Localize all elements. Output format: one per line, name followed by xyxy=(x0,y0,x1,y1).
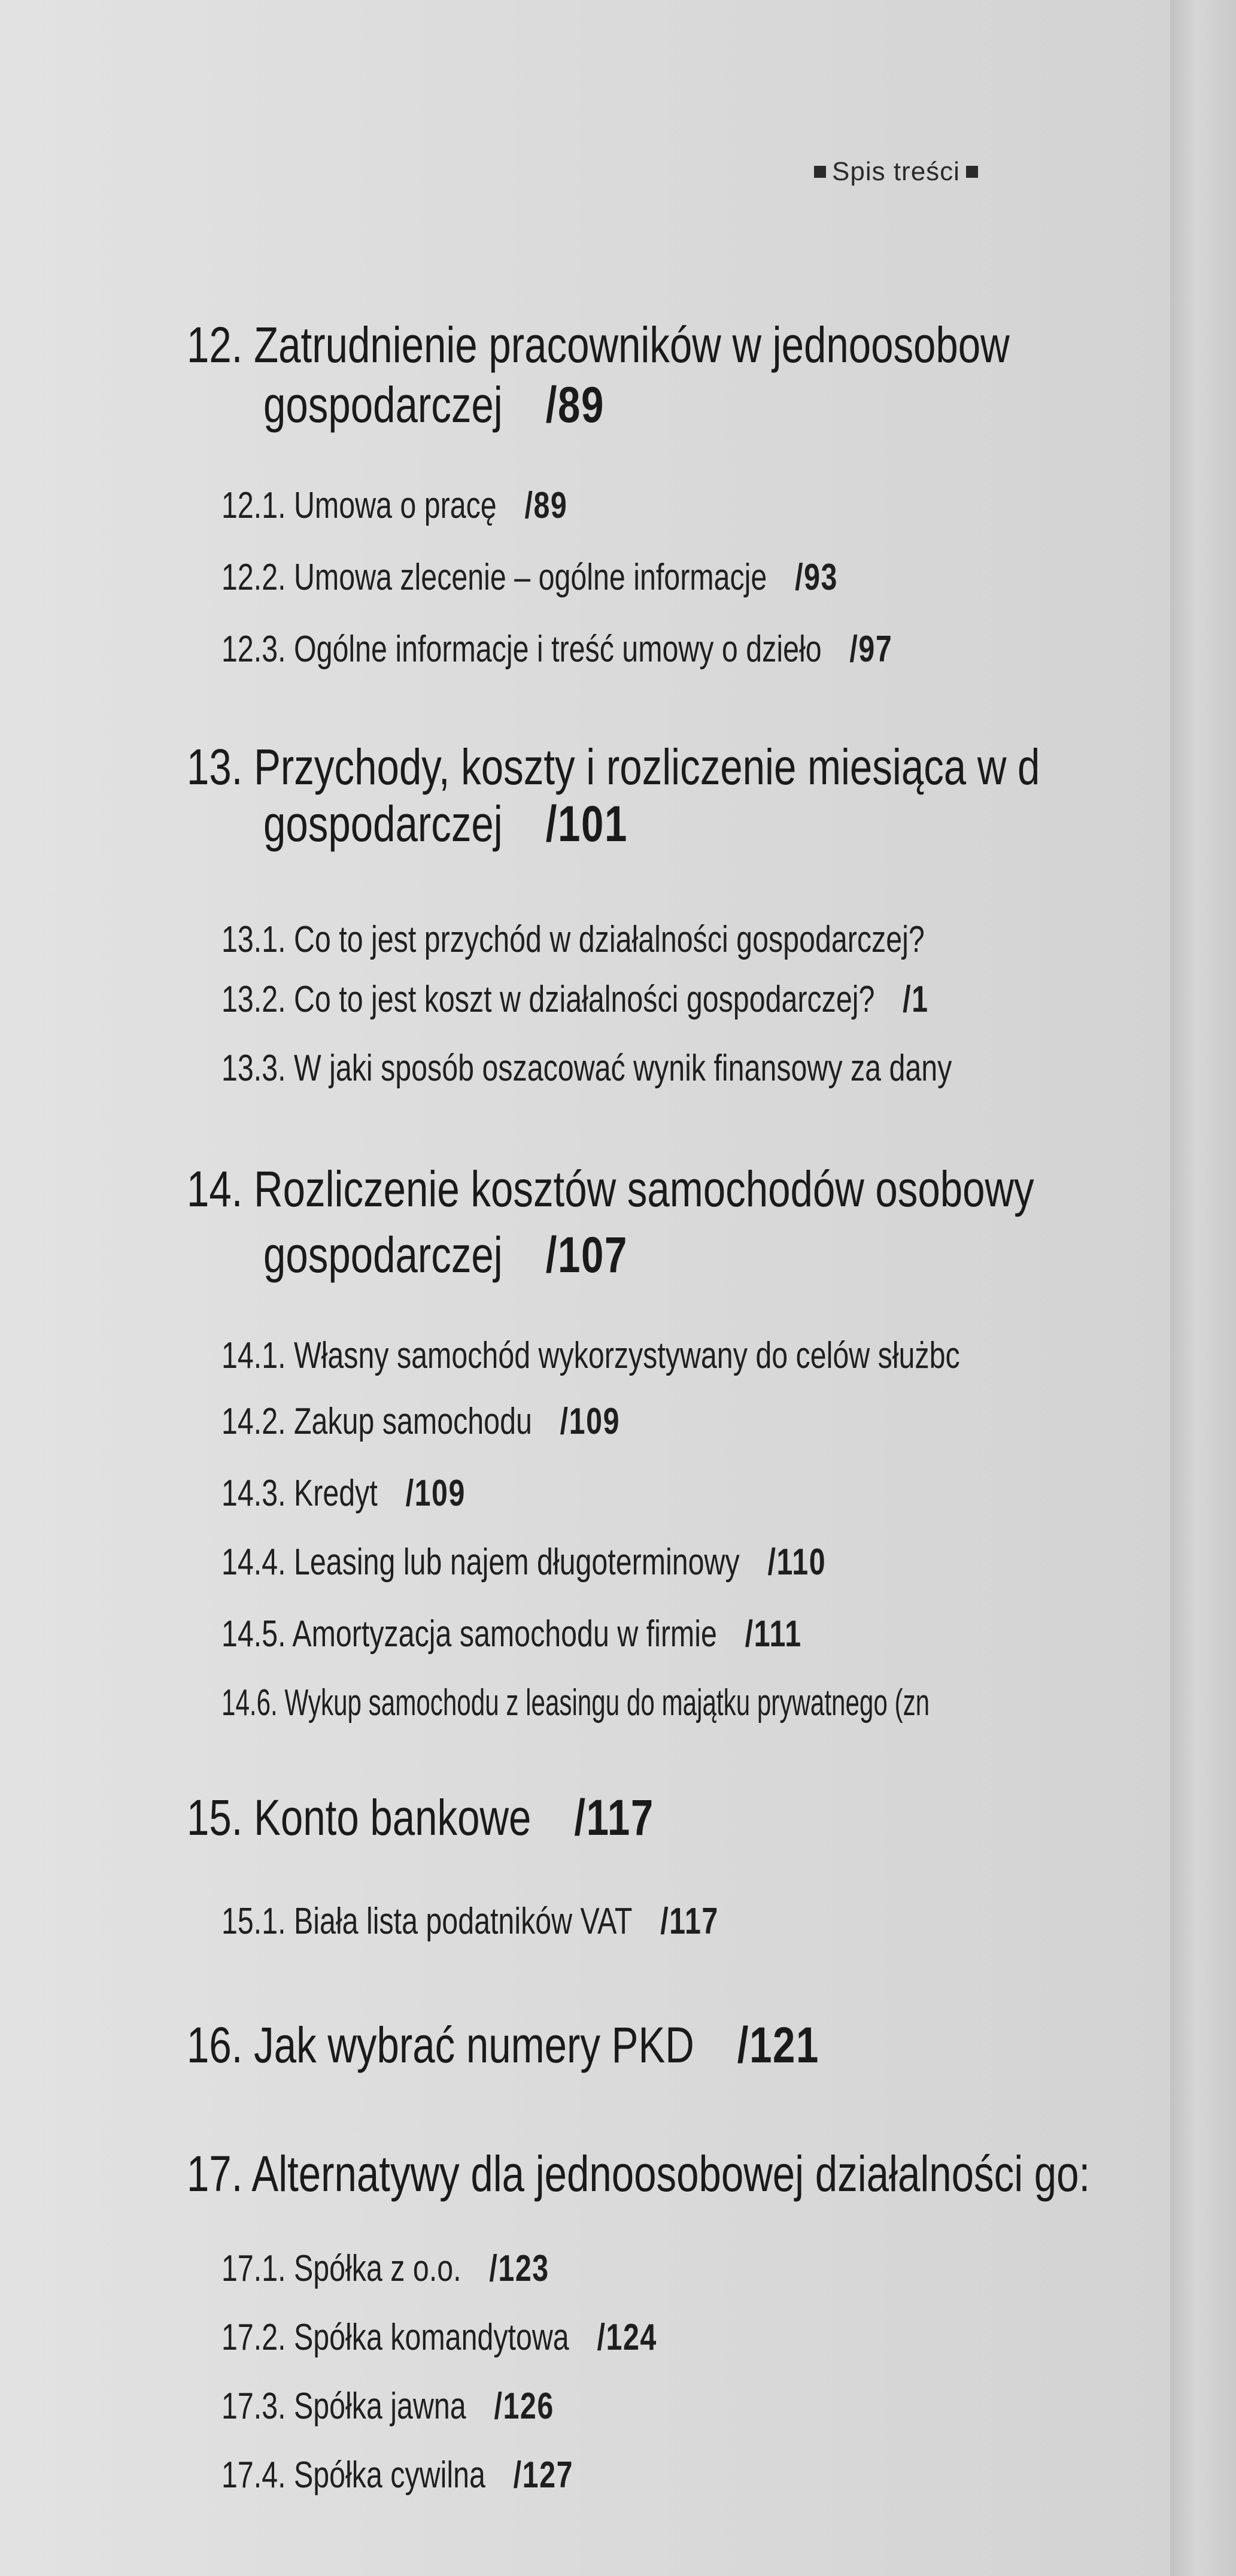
toc-entry: 15.1. Biała lista podatników VAT /117 xyxy=(221,1901,719,1942)
toc-entry: 14.1. Własny samochód wykorzystywany do celów służbc xyxy=(221,1335,960,1376)
page-number: /101 xyxy=(545,796,628,852)
toc-entry: 13.2. Co to jest koszt w działalności gospodarczej? /1 xyxy=(221,979,929,1020)
toc-chapter-14-line2: gospodarczej /107 xyxy=(263,1227,628,1283)
toc-entry: 13.3. W jaki sposób oszacować wynik finansowy za dany xyxy=(221,1048,952,1089)
page-number: /126 xyxy=(494,2386,554,2427)
page-number: /109 xyxy=(405,1473,466,1514)
page-number: /89 xyxy=(524,485,568,526)
toc-entry: 14.6. Wykup samochodu z leasingu do majątku prywatnego (zn xyxy=(221,1682,930,1724)
page-number: /107 xyxy=(545,1227,628,1283)
toc-entry: 14.4. Leasing lub najem długoterminowy /110 xyxy=(221,1542,827,1583)
page-number: /109 xyxy=(560,1401,621,1442)
toc-chapter-16: 16. Jak wybrać numery PKD /121 xyxy=(187,2017,819,2073)
toc-chapter-12-line2: gospodarczej /89 xyxy=(263,377,605,433)
toc-entry: 17.3. Spółka jawna /126 xyxy=(221,2386,554,2427)
toc-entry: 14.3. Kredyt /109 xyxy=(221,1473,466,1514)
toc-chapter-12: 12. Zatrudnienie pracowników w jednoosobow xyxy=(187,317,1010,373)
page-number: /127 xyxy=(513,2454,574,2496)
page-number: /89 xyxy=(545,377,605,433)
page-number: /93 xyxy=(795,557,839,598)
header-title: Spis treści xyxy=(832,157,960,186)
page-edge xyxy=(1170,0,1236,2576)
toc-entry: 14.5. Amortyzacja samochodu w firmie /111 xyxy=(221,1613,802,1655)
page-number: /124 xyxy=(597,2317,657,2358)
page-number: /97 xyxy=(849,629,893,670)
toc-entry: 12.2. Umowa zlecenie – ogólne informacje /93 xyxy=(221,557,839,598)
page-number: /117 xyxy=(660,1901,719,1942)
toc-entry: 12.3. Ogólne informacje i treść umowy o dzieło /97 xyxy=(221,629,893,670)
toc-chapter-13-line2: gospodarczej /101 xyxy=(263,796,628,852)
toc-entry: 14.2. Zakup samochodu /109 xyxy=(221,1401,621,1442)
toc-chapter-13: 13. Przychody, koszty i rozliczenie miesiąca w d xyxy=(187,739,1040,795)
page-number: /1 xyxy=(903,979,929,1020)
page-number: /110 xyxy=(767,1542,827,1583)
toc-entry: 17.2. Spółka komandytowa /124 xyxy=(221,2317,657,2358)
page-number: /123 xyxy=(489,2248,549,2289)
toc-chapter-14: 14. Rozliczenie kosztów samochodów osobowy xyxy=(187,1161,1034,1217)
toc-entry: 17.4. Spółka cywilna /127 xyxy=(221,2454,574,2496)
page-number: /117 xyxy=(574,1789,654,1846)
toc-entry: 17.1. Spółka z o.o. /123 xyxy=(221,2248,549,2289)
toc-chapter-15: 15. Konto bankowe /117 xyxy=(187,1789,654,1846)
page-number: /121 xyxy=(737,2017,819,2073)
toc-entry: 12.1. Umowa o pracę /89 xyxy=(221,485,568,526)
toc-chapter-17: 17. Alternatywy dla jednoosobowej działalności go: xyxy=(187,2146,1091,2202)
toc-entry: 13.1. Co to jest przychód w działalności gospodarczej? xyxy=(221,919,925,960)
page-number: /111 xyxy=(745,1613,802,1655)
